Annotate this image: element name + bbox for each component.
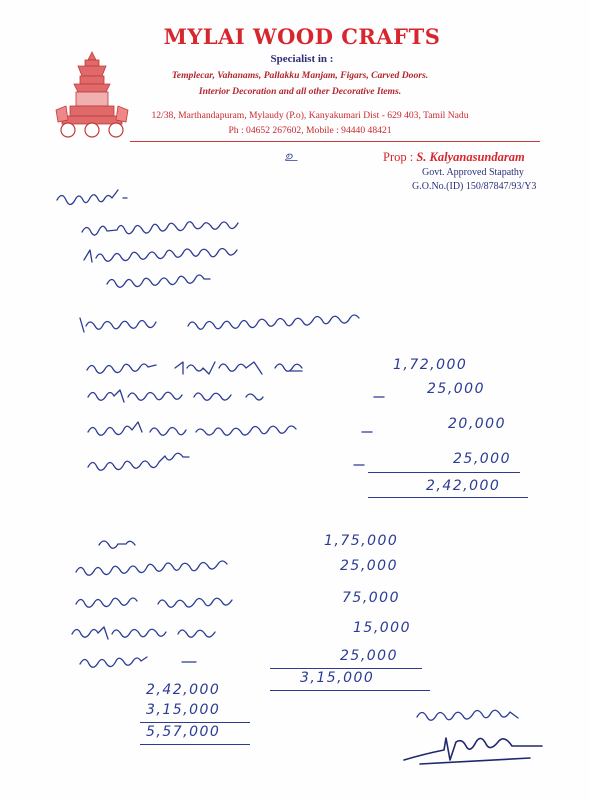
- item-2-description: [86, 385, 286, 407]
- item-9-value: 25,000: [340, 648, 398, 664]
- item-7-value: 75,000: [342, 590, 400, 606]
- grand-total-underline: [140, 744, 250, 745]
- specialties-line-1: Templecar, Vahanams, Pallakku Manjam, Figars, Carved Doors.: [171, 70, 429, 81]
- item-9-description: [78, 652, 298, 674]
- signature: [400, 730, 550, 770]
- handwritten-closing: [415, 705, 555, 727]
- specialties: [120, 68, 480, 100]
- item-5-value: 1,75,000: [324, 533, 399, 549]
- item-8-value: 15,000: [353, 620, 411, 636]
- handwritten-salutation: [55, 188, 135, 210]
- total-1-underline: [368, 497, 528, 498]
- grand-total: 5,57,000: [146, 724, 221, 740]
- handwritten-mark: உ: [284, 147, 298, 165]
- handwritten-address-line-3: [105, 272, 225, 294]
- specialties-line-2: Interior Decoration and all other Decorative Items.: [198, 86, 402, 97]
- phone: Ph : 04652 267602, Mobile : 94440 48421: [228, 125, 392, 136]
- handwritten-subject: [78, 314, 378, 336]
- handwritten-address-line-1: [80, 220, 270, 242]
- handwritten-address-line-2: [82, 246, 282, 268]
- item-1-value: 1,72,000: [393, 357, 468, 373]
- govt-approval: Govt. Approved Stapathy: [422, 167, 524, 178]
- dash: [372, 394, 386, 400]
- grand-total-rule: [140, 722, 250, 723]
- address: 12/38, Marthandapuram, Mylaudy (P.o), Kanyakumari Dist - 629 403, Tamil Nadu: [151, 110, 469, 121]
- item-8-description: [70, 622, 290, 644]
- total-2-rule: [270, 668, 422, 669]
- dash: [360, 429, 374, 435]
- prop-name: S. Kalyanasundaram: [416, 150, 525, 164]
- total-2: 3,15,000: [300, 670, 375, 686]
- dash: [352, 462, 366, 468]
- proprietor: [383, 150, 525, 165]
- specialist-label: Specialist in :: [270, 53, 334, 65]
- total-1: 2,42,000: [426, 478, 501, 494]
- item-3-value: 20,000: [448, 416, 506, 432]
- go-number: G.O.No.(ID) 150/87847/93/Y3: [412, 181, 537, 192]
- item-6-value: 25,000: [340, 558, 398, 574]
- dash: [288, 368, 306, 374]
- total-2-underline: [270, 690, 430, 691]
- item-1-description: [85, 358, 315, 380]
- sum-line-1: 2,42,000: [146, 682, 221, 698]
- sum-line-2: 3,15,000: [146, 702, 221, 718]
- letterhead-divider: [130, 141, 540, 142]
- item-3-description: [86, 420, 346, 442]
- item-4-value: 25,000: [453, 451, 511, 467]
- item-4-description: [86, 455, 246, 477]
- item-6-description: [74, 560, 294, 582]
- prop-label: Prop :: [383, 150, 414, 164]
- company-name: MYLAI WOOD CRAFTS: [163, 24, 441, 49]
- item-5-description: [97, 535, 147, 555]
- total-1-rule: [368, 472, 520, 473]
- item-7-description: [74, 592, 294, 614]
- item-2-value: 25,000: [427, 381, 485, 397]
